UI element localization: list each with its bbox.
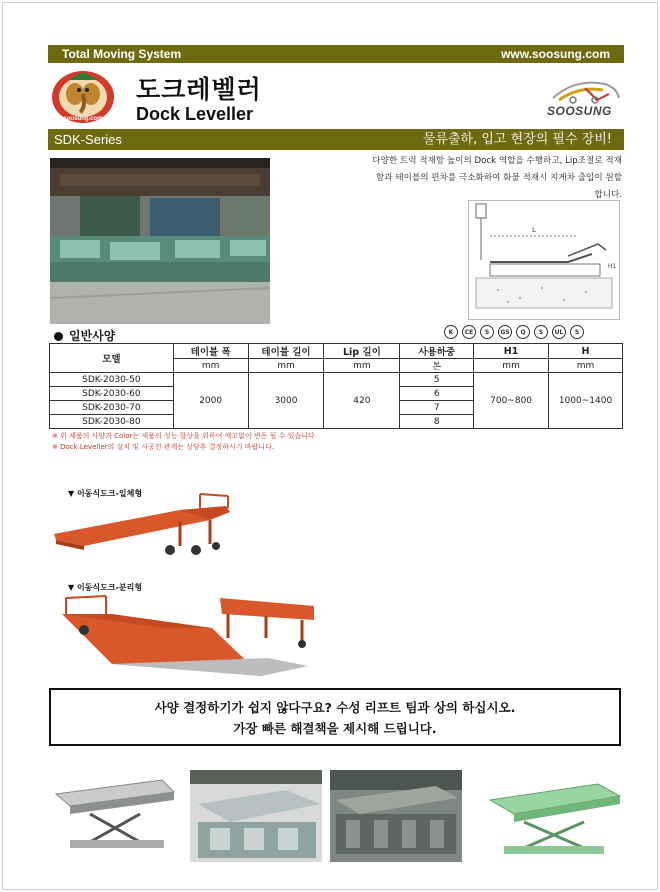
header-table-length: 테이블 길이 [248, 344, 324, 359]
unit-cell: mm [474, 359, 549, 373]
mascot-text: soosung.com [63, 116, 103, 122]
diagram-label-h1: H1 [608, 263, 617, 270]
series-banner [48, 129, 624, 150]
callout-line-2: 가장 빠른 해결책을 제시해 드립니다. [233, 721, 437, 736]
tagline: Total Moving System [62, 47, 182, 61]
header-load: 사용하중 [400, 344, 474, 359]
load-cell: 6 [400, 387, 474, 401]
table-width-cell: 2000 [173, 373, 248, 429]
lip-length-cell: 420 [324, 373, 400, 429]
spec-table [49, 343, 623, 429]
gallery-photo-2 [190, 770, 322, 862]
description-line-1: 다양한 트럭 적재함 높이의 Dock 역할을 수행하고, Lip조절로 적재 [372, 156, 622, 166]
header-h: H [549, 344, 623, 359]
table-row [50, 373, 623, 387]
spec-heading [54, 327, 115, 344]
mascot-logo [50, 68, 116, 124]
h-cell: 1000~1400 [549, 373, 623, 429]
series-name: SDK-Series [54, 132, 122, 147]
diagram-label-l: L [532, 226, 536, 234]
bullet-icon [54, 332, 63, 341]
unit-cell: mm [549, 359, 623, 373]
spec-heading-text: 일반사양 [69, 329, 116, 343]
gallery-photo-1 [50, 770, 178, 862]
separated-ramp-image [52, 590, 314, 682]
page-title-korean: 도크레벨러 [136, 75, 262, 104]
load-cell: 7 [400, 401, 474, 415]
q-mark-icon: Q [516, 325, 530, 339]
unit-cell: mm [248, 359, 324, 373]
header-lip-length: Lip 길이 [324, 344, 400, 359]
ul-mark-icon: UL [552, 325, 566, 339]
unit-cell: mm [324, 359, 400, 373]
description-line-2: 함과 테이블의 편차를 극소화하여 화물 적재시 지게차 출입이 원할 [376, 173, 622, 183]
standard-mark-icon: S [570, 325, 584, 339]
note-installation: ※ Dock Leveller의 설치 및 시공전 관계는 상담후 결정하시기 바랍니다. [52, 443, 275, 451]
load-cell: 5 [400, 373, 474, 387]
ce-mark-icon: CE [462, 325, 476, 339]
unit-cell: mm [173, 359, 248, 373]
table-header-row [50, 344, 623, 359]
certification-marks [444, 325, 584, 339]
integrated-ramp-image [50, 490, 240, 562]
model-cell: SDK-2030-70 [50, 401, 174, 415]
top-banner [48, 45, 624, 63]
series-slogan: 물류출하, 입고 현장의 필수 장비! [422, 132, 612, 147]
header-table-width: 테이블 폭 [173, 344, 248, 359]
gs-mark-icon: GS [498, 325, 512, 339]
header-model: 모델 [50, 344, 174, 373]
note-spec-change: ※ 위 제품의 사양과 Color는 제품의 성능 향상을 위하여 예고없이 변동 될 수 있습니다. [52, 432, 317, 440]
model-cell: SDK-2030-50 [50, 373, 174, 387]
brand-name: SOOSUNG [547, 104, 612, 118]
gallery-photo-4 [474, 770, 624, 862]
h1-cell: 700~800 [474, 373, 549, 429]
product-label-separated: ▼ 이동식도크-분리형 [68, 583, 143, 592]
product-description [300, 153, 622, 204]
table-length-cell: 3000 [248, 373, 324, 429]
website-link[interactable]: www.soosung.com [501, 47, 610, 61]
s-mark-icon: S [480, 325, 494, 339]
warehouse-photo [50, 158, 270, 324]
product-label-integrated: ▼ 이동식도크-일체형 [68, 489, 143, 498]
load-cell: 8 [400, 415, 474, 429]
model-cell: SDK-2030-60 [50, 387, 174, 401]
description-line-3: 합니다. [594, 190, 622, 200]
header-h1: H1 [474, 344, 549, 359]
gallery-photo-3 [330, 770, 462, 862]
model-cell: SDK-2030-80 [50, 415, 174, 429]
unit-cell: 톤 [400, 359, 474, 373]
dimension-diagram [468, 200, 620, 320]
kc-mark-icon: K [444, 325, 458, 339]
consultation-callout [49, 688, 621, 746]
callout-line-1: 사양 결정하기가 쉽지 않다구요? 수성 리프트 팀과 상의 하십시오. [154, 700, 516, 715]
page-title-english: Dock Leveller [136, 104, 254, 124]
safety-mark-icon: S [534, 325, 548, 339]
